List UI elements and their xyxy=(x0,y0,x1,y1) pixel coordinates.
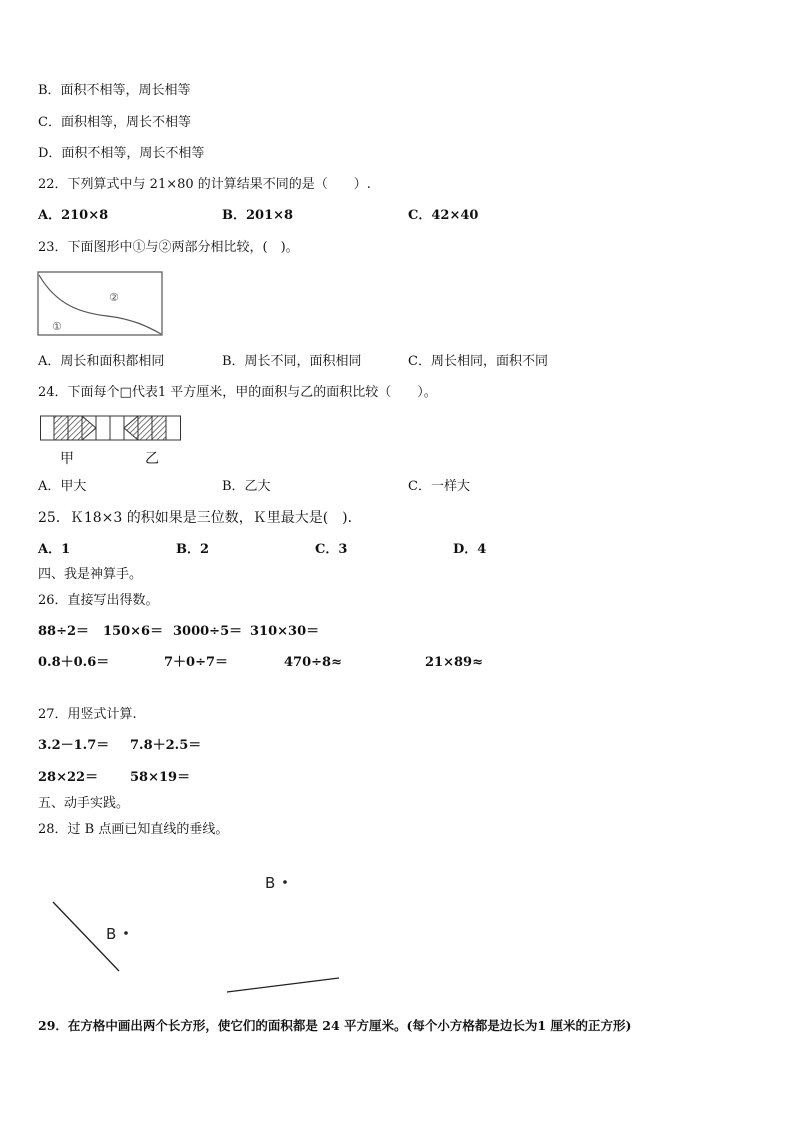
q25-option-a: A．1 xyxy=(38,542,71,557)
q24-option-c: C．一样大 xyxy=(408,479,470,494)
q22-option-b: B．201×8 xyxy=(222,208,294,223)
q23-label-1: ① xyxy=(52,320,62,333)
q24-option-b: B．乙大 xyxy=(222,479,271,494)
q28-figure xyxy=(0,860,400,1000)
q23-option-c: C．周长相同，面积不同 xyxy=(408,354,548,369)
q24-option-a: A．甲大 xyxy=(38,479,87,494)
q28-point-dot xyxy=(124,931,128,935)
q22-option-a: A．210×8 xyxy=(38,208,109,223)
q23-figure xyxy=(37,271,164,337)
q24-grid-figure xyxy=(40,415,186,442)
q28-horizontal-line xyxy=(227,978,339,992)
q26-item: 88÷2＝ xyxy=(38,624,90,639)
yi-shaded-triangle xyxy=(124,416,138,440)
q21-option-d: D．面积不相等，周长不相等 xyxy=(38,146,205,161)
q22-option-c: C．42×40 xyxy=(408,208,479,223)
q25-question: 25．Ｋ18×3 的积如果是三位数，Ｋ里最大是( )． xyxy=(38,510,362,526)
q28-point-label: B xyxy=(106,925,117,943)
q25-option-d: D．4 xyxy=(453,542,487,557)
q27-item: 58×19＝ xyxy=(130,770,191,785)
section-4-heading: 四、我是神算手。 xyxy=(38,567,143,582)
q23-option-a: A．周长和面积都相同 xyxy=(38,354,165,369)
q24-label-jia: 甲 xyxy=(60,451,74,467)
q24-label-yi: 乙 xyxy=(145,451,159,467)
q26-item: 470÷8≈ xyxy=(284,655,342,670)
q26-item: 21×89≈ xyxy=(425,655,483,670)
q26-question: 26．直接写出得数。 xyxy=(38,593,159,608)
q27-item: 7.8＋2.5＝ xyxy=(130,738,202,753)
q27-item: 28×22＝ xyxy=(38,770,99,785)
q26-item: 310×30＝ xyxy=(250,624,320,639)
q22-question: 22．下列算式中与 21×80 的计算结果不同的是（ ）. xyxy=(38,177,371,192)
q28-question: 28．过 B 点画已知直线的垂线。 xyxy=(38,822,229,837)
q24-question: 24．下面每个□代表1 平方厘米，甲的面积与乙的面积比较（ ）。 xyxy=(38,385,437,400)
jia-shaded-triangle xyxy=(82,416,96,440)
q26-item: 3000÷5＝ xyxy=(173,624,243,639)
q27-question: 27．用竖式计算. xyxy=(38,707,137,722)
q23-option-b: B．周长不同，面积相同 xyxy=(222,354,362,369)
q26-item: 7＋0÷7＝ xyxy=(164,655,229,670)
q21-option-c: C．面积相等，周长不相等 xyxy=(38,115,191,130)
q26-item: 0.8＋0.6＝ xyxy=(38,655,110,670)
q25-option-b: B．2 xyxy=(176,542,210,557)
q26-item: 150×6＝ xyxy=(103,624,164,639)
q29-question: 29．在方格中画出两个长方形，使它们的面积都是 24 平方厘米。(每个小方格都是边长为1 厘米的正方形) xyxy=(38,1018,632,1033)
q28-point-dot xyxy=(283,880,287,884)
q28-point-label: B xyxy=(265,874,276,892)
q23-question: 23．下面图形中①与②两部分相比较，( )。 xyxy=(38,240,299,255)
section-5-heading: 五、动手实践。 xyxy=(38,796,130,811)
q27-item: 3.2－1.7＝ xyxy=(38,738,110,753)
q23-label-2: ② xyxy=(109,291,119,304)
q21-option-b: B．面积不相等，周长相等 xyxy=(38,83,191,98)
q25-option-c: C．3 xyxy=(315,542,348,557)
